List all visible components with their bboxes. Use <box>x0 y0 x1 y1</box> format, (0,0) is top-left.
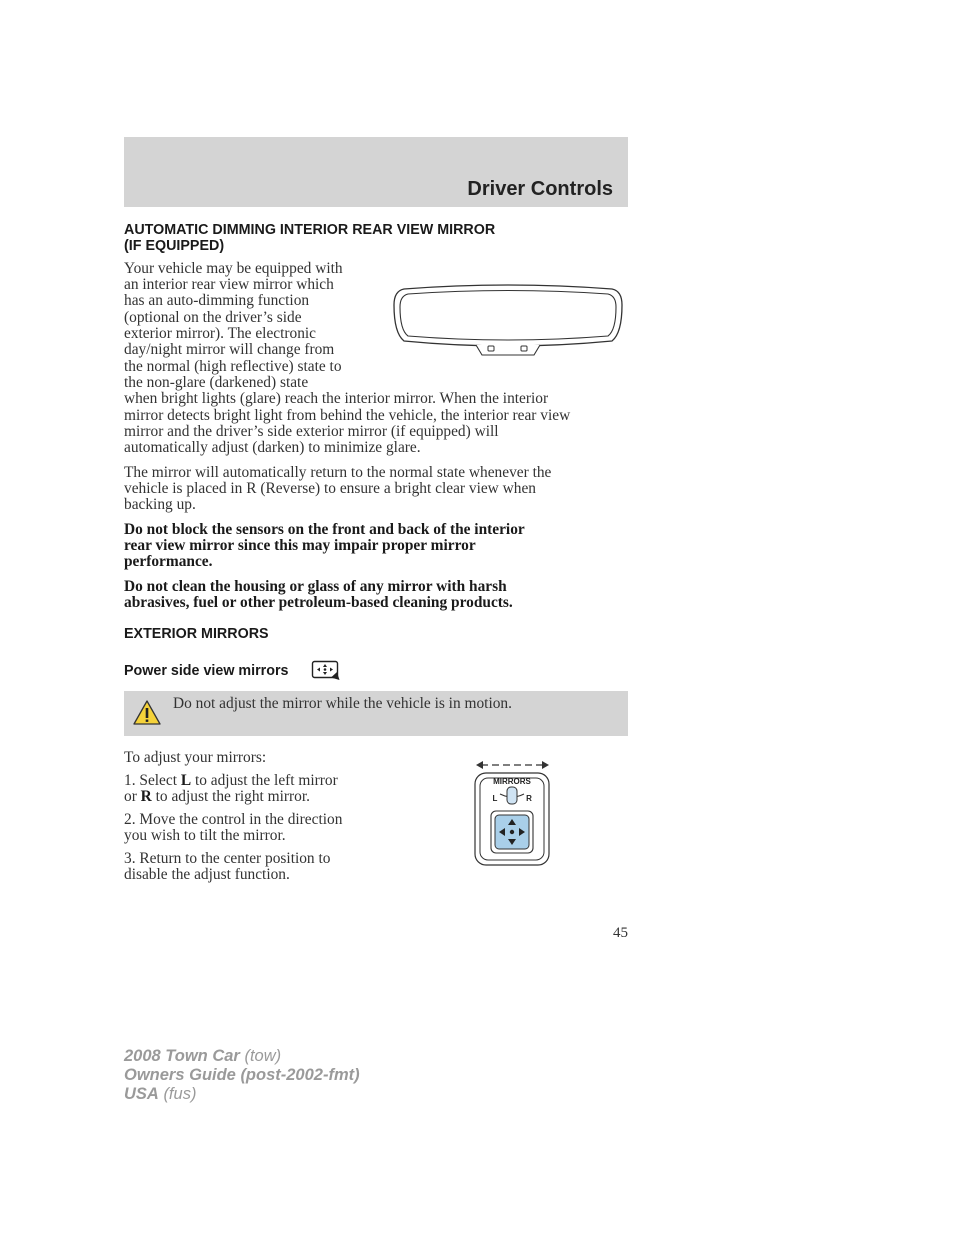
text-line: backing up. <box>124 496 196 513</box>
bold-warning-line: Do not block the sensors on the front and back of the interior <box>124 521 525 538</box>
text-line: the non-glare (darkened) state <box>124 374 309 391</box>
r-label: R <box>526 794 532 803</box>
text-span: to adjust the right mirror. <box>151 788 310 805</box>
page-number: 45 <box>613 925 628 941</box>
heading-line: (IF EQUIPPED) <box>124 238 225 254</box>
footer-line <box>124 1047 360 1066</box>
text-line: day/night mirror will change from <box>124 341 335 358</box>
text-span: to adjust the left mirror <box>191 772 338 789</box>
subheading-text: Power side view mirrors <box>124 663 289 679</box>
step-2-line: 2. Move the control in the direction <box>124 811 343 828</box>
footer-model-code: (tow) <box>244 1047 282 1065</box>
section-heading: EXTERIOR MIRRORS <box>124 626 269 642</box>
footer-line <box>124 1066 360 1085</box>
text-line: mirror and the driver’s side exterior mirror (if equipped) will <box>124 423 499 440</box>
power-mirror-icon <box>311 660 341 682</box>
step-1-line <box>124 789 310 805</box>
right-mirror-key: R <box>140 788 152 805</box>
bold-warning-line: Do not clean the housing or glass of any mirror with harsh <box>124 578 507 595</box>
step-2-line: you wish to tilt the mirror. <box>124 827 286 844</box>
footer <box>124 1047 360 1104</box>
text-line: To adjust your mirrors: <box>124 749 267 766</box>
text-line: when bright lights (glare) reach the interior mirror. When the interior <box>124 390 549 407</box>
mirror-control-illustration <box>472 756 554 868</box>
section-heading <box>124 222 495 254</box>
text-span: or <box>124 788 141 805</box>
subheading <box>124 663 288 679</box>
caution-box <box>124 691 628 736</box>
footer-region-code: (fus) <box>163 1085 197 1103</box>
text-line: has an auto-dimming function <box>124 292 310 309</box>
bold-warning-line: performance. <box>124 553 213 570</box>
mirrors-label: MIRRORS <box>493 777 531 786</box>
bold-warning-line: rear view mirror since this may impair proper mirror <box>124 537 476 554</box>
rear-view-mirror-illustration <box>390 283 626 358</box>
text-line: (optional on the driver’s side <box>124 309 302 326</box>
text-line: the normal (high reflective) state to <box>124 358 342 375</box>
footer-region: USA <box>124 1085 159 1103</box>
bold-warning-line: abrasives, fuel or other petroleum-based cleaning products. <box>124 594 513 611</box>
text-line: The mirror will automatically return to the normal state whenever the <box>124 464 552 481</box>
text-span: 1. Select <box>124 772 181 789</box>
warning-triangle-icon <box>132 699 162 726</box>
heading-line: AUTOMATIC DIMMING INTERIOR REAR VIEW MIRROR <box>124 222 496 238</box>
text-line: mirror detects bright light from behind the vehicle, the interior rear view <box>124 407 571 424</box>
caution-text: Do not adjust the mirror while the vehicle is in motion. <box>173 695 512 712</box>
footer-model: 2008 Town Car <box>124 1047 240 1065</box>
text-line: Your vehicle may be equipped with <box>124 260 343 277</box>
l-label: L <box>492 794 498 803</box>
section-title: Driver Controls <box>467 178 613 200</box>
footer-guide: Owners Guide (post-2002-fmt) <box>124 1066 360 1084</box>
left-mirror-key: L <box>180 772 192 789</box>
text-line: vehicle is placed in R (Reverse) to ensure a bright clear view when <box>124 480 536 497</box>
text-line: automatically adjust (darken) to minimize glare. <box>124 439 421 456</box>
header-bar <box>124 137 628 207</box>
step-3-line: 3. Return to the center position to <box>124 850 331 867</box>
text-line: exterior mirror). The electronic <box>124 325 317 342</box>
step-1-line <box>124 773 338 789</box>
text-line: an interior rear view mirror which <box>124 276 334 293</box>
step-3-line: disable the adjust function. <box>124 866 290 883</box>
footer-line <box>124 1085 360 1104</box>
